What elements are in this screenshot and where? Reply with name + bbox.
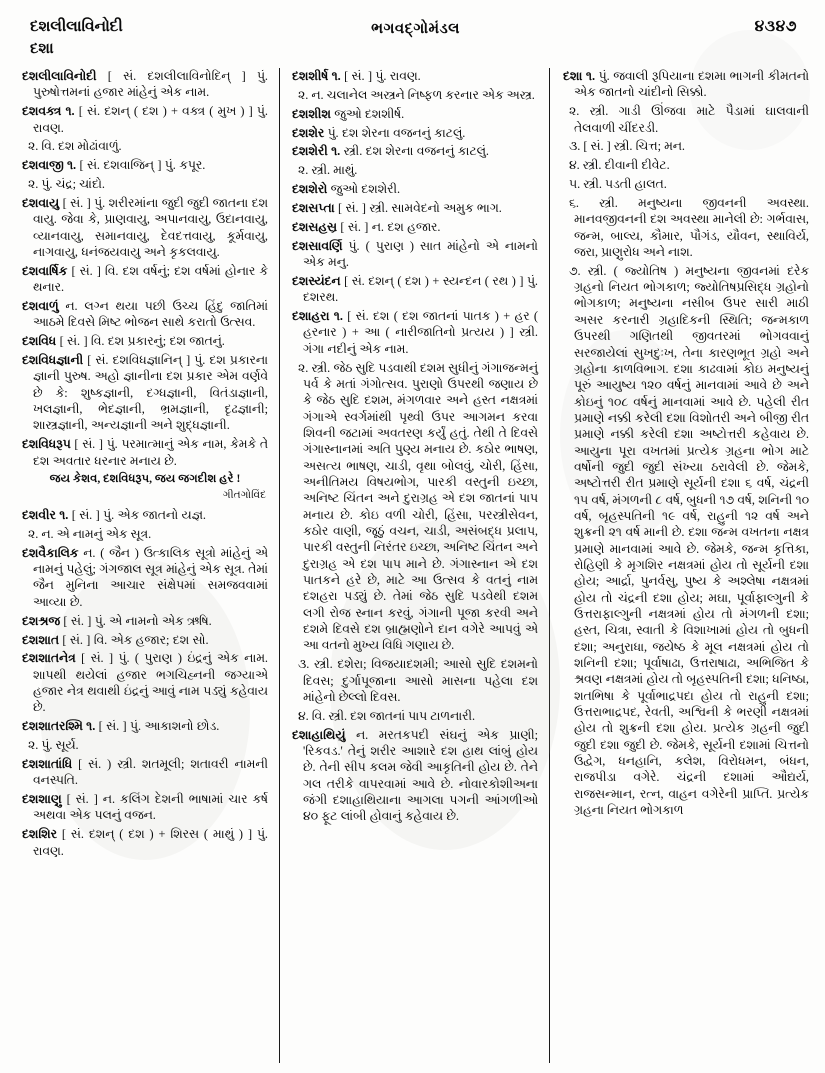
entry-definition: [ સં. ] વિ. દશ વર્ષનું; દશ વર્ષમાં હોનાર કે થનાર. bbox=[33, 263, 268, 295]
entry-headword: દશશાત bbox=[22, 632, 60, 647]
entry-headword: દશશ્રજ bbox=[22, 613, 61, 628]
entry-definition: [ સં. દશવાજિન્ ] પું. કપૂર. bbox=[79, 158, 206, 173]
entry-definition: [ સં. ] પું. આકાશનો છોડ. bbox=[98, 719, 220, 734]
entry-sense bbox=[292, 360, 538, 654]
entry-sense bbox=[22, 526, 268, 542]
entry-headword: દશશીશ bbox=[292, 106, 331, 121]
text-column-2 bbox=[283, 68, 546, 1063]
entry-headword: દશવૈકાલિક bbox=[22, 545, 79, 560]
dictionary-entry bbox=[563, 68, 809, 101]
entry-sense bbox=[292, 87, 538, 103]
entry-headword: દશવાયુ bbox=[22, 195, 60, 210]
entry-definition: ન. ( જૈન ) ઉત્કાલિક સૂત્રો માંહેનું એ નામનું પહેલું; ગંગજાલ સૂત્ર માંહેનું એક સૂત્ર. તેમાં જૈન મુનિના આચાર સંક્ષેપમાં સમજવવામાં આવ્યા છે. bbox=[33, 545, 268, 609]
entry-sense bbox=[563, 176, 809, 192]
entry-headword: દશશેરો bbox=[292, 182, 328, 197]
sense-number: ૪. bbox=[569, 158, 580, 173]
dictionary-entry bbox=[22, 263, 268, 296]
sense-number: ૨. bbox=[298, 87, 309, 102]
entry-headword: દશાહરા ૧. bbox=[292, 308, 343, 323]
entry-headword: દશાહાથિયું bbox=[292, 727, 346, 742]
entry-headword: દશસપ્તા bbox=[292, 200, 335, 215]
entry-sense bbox=[563, 195, 809, 260]
sense-definition: સ્ત્રી. માથું. bbox=[311, 163, 358, 178]
sense-definition: સ્ત્રી. દશેરા; વિજયાદશમી; આસો સુદિ દશમનો દિવસ; દુર્ગાપૂજાના આસો માસના પહેલા દશ માંહેનો છેલ્લો દિવસ. bbox=[303, 657, 538, 704]
dictionary-entry bbox=[22, 756, 268, 789]
entry-definition: [ સં. ] પું. પરમાત્માનું એક નામ, કેમકે તે દશ અવતાર ધરનાર મનાય છે. bbox=[33, 437, 269, 468]
entry-definition: [ સં. ] વિ. એક હજાર; દશ સો. bbox=[62, 632, 209, 647]
entry-headword: દશશાતરશ્મિ ૧. bbox=[22, 719, 96, 734]
entry-headword: દશશાણુ bbox=[22, 792, 62, 807]
entry-definition: [ સં. ] પું. રાવણ. bbox=[344, 69, 421, 83]
column-container bbox=[22, 68, 809, 1063]
page-header bbox=[22, 18, 809, 66]
dictionary-entry bbox=[292, 68, 538, 84]
entry-definition: [ સં. ] પું. ( પુરાણ ) ઇંદ્રનું એક નામ. શાપથી થયેલાં હજાર ભગચિહ્નની જગ્યાએ હજાર નેત્ર થવાથી ઇંદ્રનું આવું નામ પડ્યું કહેવાય છે. bbox=[33, 651, 268, 715]
entry-headword: દશવિધરૂપ bbox=[22, 437, 71, 452]
sense-definition: પું. સૂર્ય. bbox=[41, 738, 79, 753]
dictionary-entry bbox=[22, 298, 268, 331]
dictionary-entry bbox=[22, 68, 268, 101]
sense-number: ૪. bbox=[298, 708, 309, 723]
sense-number: ૨. bbox=[28, 139, 39, 154]
sense-definition: વિ. સ્ત્રી. દશ જાતનાં પાપ ટાળનારી. bbox=[311, 708, 476, 723]
entry-definition: જુઓ દશશીર્ષ. bbox=[334, 106, 405, 121]
entry-definition: પું. દશ શેરના વજનનું કાટલું. bbox=[327, 125, 466, 140]
sense-definition: સ્ત્રી. ગાડી ઊંજવા માટે પૈડામાં ઘાલવાની તેલવાળી ચીંદરડી. bbox=[574, 104, 809, 135]
dictionary-entry bbox=[22, 352, 268, 434]
entry-definition: [ સં. ] ન. દશ હજાર. bbox=[340, 219, 441, 234]
entry-definition: [ સં. દશવિધજ્ઞાનિન્ ] પું. દશ પ્રકારના જ્ઞાની પુરુષ. અહો જ્ઞાનીના દશ પ્રકાર એમ વર્ણવે છે કે: શુષ્કજ્ઞાની, દગ્ધજ્ઞાની, વિતંડાજ્ઞાની, ખલજ્ઞાની, ભેદજ્ઞાની, ભ્રમજ્ઞાની, દૃઢજ્ઞાની; શાસ્ત્રજ્ઞાની, અન્યજ્ઞાની અને શુદ્ધજ્ઞાની. bbox=[33, 353, 268, 433]
guide-word-left: દશલીલાવિનોદી bbox=[30, 18, 123, 35]
entry-definition: [ સં. દશલીલાવિનોદિન્ ] પું. પુરુષોત્તમનાં હજાર માંહેનું એક નામ. bbox=[33, 69, 269, 100]
entry-definition: સ્ત્રી. દશ શેરના વજનનું કાટલું. bbox=[343, 144, 489, 159]
sense-number: ૨. bbox=[28, 177, 39, 192]
dictionary-entry bbox=[22, 333, 268, 349]
dictionary-entry bbox=[292, 273, 538, 306]
sense-number: ૨. bbox=[28, 738, 39, 753]
entry-sense bbox=[22, 138, 268, 154]
sense-number: ૬. bbox=[569, 195, 579, 210]
entry-headword: દશવીર ૧. bbox=[22, 508, 69, 523]
entry-definition: [ સં. દશન્ ( દશ ) + સ્યન્દન ( રથ ) ] પું. દશરથ. bbox=[303, 273, 538, 305]
entry-sense bbox=[292, 162, 538, 178]
entry-headword: દશશેર bbox=[292, 125, 325, 140]
entry-definition: [ સં. ] પું. એ નામનો એક ઋષિ. bbox=[63, 613, 212, 628]
sense-definition: સ્ત્રી. દીવાની દીવેટ. bbox=[582, 158, 670, 173]
entry-headword: દશલીલાવિનોદી bbox=[22, 69, 97, 83]
sense-definition: સ્ત્રી. મનુષ્યના જીવનની અવસ્થા. માનવજીવનની દશ અવસ્થા માનેલી છે: ગર્ભવાસ, જન્મ, બાલ્ય, કૌમાર, પૌગંડ, યૌવન, સ્થાવિર્ય, જરા, પ્રાણુરોધ અને નાશ. bbox=[574, 195, 809, 259]
sense-definition: [ સં. ] સ્ત્રી. ચિત્ત; મન. bbox=[583, 139, 685, 154]
sense-number: ૩. bbox=[298, 657, 310, 672]
text-column-1 bbox=[22, 68, 276, 1063]
entry-definition: ન. લગ્ન થયા પછી ઉચ્ચ હિંદુ જાતિમાં આઠમે દિવસે મિષ્ટ ભોજન સાથે કરાતો ઉત્સવ. bbox=[33, 298, 269, 330]
column-divider bbox=[549, 68, 550, 1063]
entry-headword: દશસહસ્ર bbox=[292, 219, 338, 234]
entry-headword: દશસ્યંદન bbox=[292, 273, 341, 288]
entry-definition: [ સં. ] વિ. દશ પ્રકારનું; દશ જાતનું. bbox=[59, 334, 225, 349]
sense-number: ૩. bbox=[569, 139, 581, 154]
entry-sense bbox=[563, 103, 809, 136]
entry-headword: દશવાળું bbox=[22, 298, 59, 313]
dictionary-entry bbox=[292, 200, 538, 216]
entry-sense bbox=[563, 157, 809, 173]
dictionary-entry bbox=[292, 308, 538, 357]
entry-headword: દશશેરી ૧. bbox=[292, 144, 341, 159]
entry-headword: દશવિધજ્ઞાની bbox=[22, 353, 84, 367]
sense-definition: સ્ત્રી. ( જ્યોતિષ ) મનુષ્યના જીવનમાં દરેક ગ્રહનો નિયત ભોગકાળ; જ્યોતિષપ્રસિદ્ધ ગ્રહોનો ભોગકાળ; મનુષ્યના નસીબ ઉપર સારી માઠી અસર કરનારી ગ્રહાદિકની સ્થિતિ; જન્મકાળ ઉપરથી ગણિતથી જીવતરમાં ભોગવવાનું સરજાયેલાં સુખદુઃખ, તેના કારણભૂત ગ્રહો અને ગ્રહોના કાળવિભાગ. દશા કાઢવામાં કોઇ મનુષ્યનું પૂરું આયુષ્ય ૧૨૦ વર્ષનું માનવામાં આવે છે અને કોઇનું ૧૦૮ વર્ષનું માનવામાં આવે છે. પહેલી રીત પ્રમાણે નક્કી કરેલી દશા વિશોતરી અને બીજી રીત પ્રમાણે નક્કી કરેલી દશા અષ્ટોત્તરી કહેવાય છે. આયુના પૂરા વખતમાં પ્રત્યેક ગ્રહના ભોગ માટે વર્ષોની જુદી જુદી સંખ્યા ઠરાવેલી છે. જેમકે, અષ્ટોત્તરી રીત પ્રમાણે સૂર્યની દશા ૬ વર્ષ, ચંદ્રની ૧૫ વર્ષ, મંગળની ૮ વર્ષ, બુધની ૧૭ વર્ષ, શનિની ૧૦ વર્ષ, બૃહસ્પતિની ૧૯ વર્ષ, રાહુની ૧૨ વર્ષ અને શુક્રની ૨૧ વર્ષ માની છે. દશા જન્મ વખતના નક્ષત્ર પ્રમાણે માનવામાં આવે છે. જેમકે, જન્મ કૃત્તિકા, રોહિણી કે મૃગશિર નક્ષત્રમાં હોય તો સૂર્યની દશા હોય; આર્દ્રા, પુનર્વસુ, પુષ્ય કે અશ્લેષા નક્ષત્રમાં હોય તો ચંદ્રની દશા હોય; મઘા, પૂર્વાફાલ્ગુની કે ઉત્તરાફાલ્ગુની નક્ષત્રમાં હોય તો મંગળની દશા; હસ્ત, ચિત્રા, સ્વાતી કે વિશાખામાં હોય તો બુધની દશા; અનુરાધા, જયેષ્ઠ કે મૂલ નક્ષત્રમાં હોય તો શનિની દશા; પૂર્વાષાઢા, ઉત્તરાષાઢા, અભિજિત કે શ્રવણ નક્ષત્રમાં હોય તો બૃહસ્પતિની દશા; ધનિષ્ઠા, શતભિષા કે પૂર્વાભાદ્રપદા હોય તો રાહુની દશા; ઉત્તરાભાદ્રપદ, રેવતી, અશ્વિની કે ભરણી નક્ષત્રમાં હોય તો શુક્રની દશા હોય. પ્રત્યેક ગ્રહની જુદી જુદી દશા જુદી છે. જેમકે, સૂર્યની દશામાં ચિત્તનો ઉદ્વેગ, ધનહાનિ, કલેશ, વિરોધમન, બંધન, રાજપીડા વગેરે. ચંદ્રની દશામાં ઔદ્યર્ય, રાજસન્માન, રત્ન, વાહન વગેરેની પ્રાપ્તિ. પ્રત્યેક ગ્રહના નિયત ભોગકાળ bbox=[574, 263, 809, 818]
entry-definition: [ સં. ] પું. એક જાતનો યજ્ઞ. bbox=[71, 508, 206, 523]
quotation-source: ગીતગોવિંદ bbox=[222, 489, 266, 501]
dictionary-entry bbox=[22, 507, 268, 523]
dictionary-entry bbox=[292, 181, 538, 197]
sense-number: ૭. bbox=[569, 263, 581, 278]
dictionary-entry bbox=[292, 238, 538, 271]
entry-definition: [ સં. દશન્ ( દશ ) + શિરસ ( માથું ) ] પું. રાવણ. bbox=[33, 827, 268, 858]
sense-number: ૨. bbox=[28, 526, 39, 541]
sense-definition: વિ. દશ મોઢાંવાળું. bbox=[41, 139, 122, 154]
dictionary-entry bbox=[22, 791, 268, 824]
sense-number: ૨. bbox=[298, 163, 309, 178]
dictionary-entry bbox=[22, 436, 268, 469]
dictionary-entry bbox=[22, 545, 268, 610]
entry-definition: પું. જવાલી રૂપિયાના દશમા ભાગની કીમતનો એક જાતનો ચાંદીનો સિક્કો. bbox=[574, 69, 809, 100]
dictionary-entry bbox=[22, 157, 268, 173]
text-column-3 bbox=[553, 68, 809, 1063]
verse-quotation: જય કેશવ, દશવિધરૂપ, જય જગદીશ હરે ! bbox=[49, 472, 241, 486]
dictionary-entry bbox=[22, 650, 268, 715]
sense-definition: સ્ત્રી. પડતી હાલત. bbox=[583, 177, 667, 192]
dictionary-title: ભગવદ્ગોમંડલ bbox=[371, 21, 460, 37]
dictionary-entry bbox=[22, 718, 268, 734]
entry-sense bbox=[292, 708, 538, 724]
sense-definition: પું. ચંદ્ર; ચાંદો. bbox=[41, 177, 105, 192]
dictionary-entry bbox=[292, 106, 538, 122]
dictionary-entry bbox=[292, 125, 538, 141]
entry-headword: દશવિધ bbox=[22, 334, 57, 349]
sense-definition: સ્ત્રી. જેઠ સુદિ પડવાથી દશમ સુધીનું ગંગાજન્મનું પર્વ કે મતાં ગંગોત્સવ. પુરાણો ઉપરથી જણાય છે કે જેઠ સુદિ દશમ, મંગળવાર અને હસ્ત નક્ષત્રમાં ગંગાએ સ્વર્ગમાંથી પૃથ્વી ઉપર આગમન કરવા શિવની જટામાં અવતરણ કર્યું હતું. તેથી તે દિવસે ગંગાસ્નાનમાં અતિ પુણ્ય મનાય છે. કઠોર ભાષણ, અસત્ય ભાષણ, ચાડી, વૃથા બોલવું, ચોરી, હિંસા, અનીતિમય વિષયભોગ, પારકી વસ્તુની ઇચ્છા, અનિષ્ટ ચિંતન અને દુરાગ્રહ એ દશ જાતનાં પાપ મનાય છે. કોઇ વળી ચોરી, હિંસા, પરસ્ત્રીસેવન, કઠોર વાણી, જૂઠું વચન, ચાડી, અસંબદ્ધ પ્રલાપ, પારકી વસ્તુની નિરંતર ઇચ્છા, અનિષ્ટ ચિંતન અને દુરાગ્રહ એ દશ પાપ માને છે. ગંગાસ્નાન એ દશ પાતકને હરે છે, માટે આ ઉત્સવ કે વતનું નામ દશહરા પડ્યું છે. તેમાં જેઠ સુદિ પડવેથી દશમ લગી રોજ સ્નાન કરવું, ગંગાની પૂજા કરવી અને દશમે દિવસે દશ બ્રાહ્મણોને દાન વગેરે આપવું એ આ વતનો મુખ્ય વિધિ ગણાય છે. bbox=[303, 360, 539, 653]
entry-definition: [ સં. ] ન. કલિંગ દેશની ભાષામાં ચાર કર્ષ અથવા એક પલનું વજન. bbox=[33, 792, 268, 823]
dictionary-entry bbox=[22, 103, 268, 136]
entry-definition: [ સં. ) સ્ત્રી. શતમૂલી; શતાવરી નામની વનસ્પતિ. bbox=[33, 756, 269, 788]
entry-headword: દશવાજી ૧. bbox=[22, 158, 77, 173]
sense-definition: ન. એ નામનું એક સૂત્ર. bbox=[41, 526, 152, 541]
dictionary-entry bbox=[22, 195, 268, 260]
entry-headword: દશવક્ત્ર ૧. bbox=[22, 104, 75, 119]
entry-headword: દશસાવર્ણિ bbox=[292, 238, 343, 253]
entry-definition: જુઓ દશશેરી. bbox=[330, 182, 401, 197]
dictionary-entry bbox=[292, 727, 538, 825]
entry-sense bbox=[22, 737, 268, 753]
guide-word-left-secondary: દશા bbox=[30, 41, 54, 57]
page-number: ૪૩૪૭ bbox=[754, 18, 797, 35]
dictionary-entry bbox=[22, 632, 268, 648]
sense-number: ૨. bbox=[298, 360, 309, 375]
sense-number: ૫. bbox=[569, 177, 581, 192]
entry-definition: [ સં. ] સ્ત્રી. સામવેદનો અમુક ભાગ. bbox=[337, 200, 502, 215]
entry-definition: [ સં. ] પું. શરીરમાંના જુદી જુદી જાતના દશ વાયુ. જેવા કે, પ્રાણવાયુ, અપાનવાયુ, ઉદાનવાયુ, વ્યાનવાયુ, સમાનવાયુ, દેવદત્તવાયુ, કૂર્મવાયુ, નાગવાયુ, ધનંજયવાયુ અને કૃકલવાયુ. bbox=[33, 195, 268, 259]
entry-definition: ન. મરતકપદી સંઘનું એક પ્રાણી; 'રિકવડ.' તેનું શરીર આશારે દશ હાથ લાંબું હોય છે. તેની સીપ કલમ જેવી આકૃતિની હોય છે. તેને ગલ તરીકે વાપરવામાં આવે છે. નોવારકોશીઅના જંગી દશાહાથિયાના આગલા પગની આંગળીઓ ૪૦ ફૂટ લાંબી હોવાનું કહેવાય છે. bbox=[303, 727, 538, 824]
entry-definition: પું. ( પુરાણ ) સાત માંહેનો એ નામનો એક મનુ. bbox=[303, 238, 538, 269]
entry-sense bbox=[563, 138, 809, 154]
entry-headword: દશશીર્ષ ૧. bbox=[292, 69, 341, 83]
dictionary-entry bbox=[292, 143, 538, 159]
entry-headword: દશશાતાંધિ bbox=[22, 756, 73, 771]
entry-headword: દશશિર bbox=[22, 827, 57, 842]
entry-headword: દશવાર્ષિક bbox=[22, 263, 68, 278]
dictionary-entry bbox=[292, 219, 538, 235]
dictionary-entry bbox=[22, 613, 268, 629]
sense-number: ૨. bbox=[569, 104, 580, 119]
dictionary-entry bbox=[22, 826, 268, 859]
entry-sense bbox=[292, 656, 538, 705]
entry-headword: દશા ૧. bbox=[563, 69, 596, 83]
entry-headword: દશશાતનેત્ર bbox=[22, 651, 76, 666]
entry-definition: [ સં. દશન્ ( દશ ) + વક્ત્ર ( મુખ ) ] પું. રાવણ. bbox=[33, 104, 268, 135]
sense-definition: ન. ચલાનેલ અસ્ત્રને નિષ્ફળ કરનાર એક અસ્ત્ર. bbox=[311, 87, 535, 102]
entry-sense bbox=[22, 176, 268, 192]
entry-definition: [ સં. દશ ( દશ જાતનાં પાતક ) + હર ( હરનાર ) + આ ( નારીજાતિનો પ્રત્યય ) ] સ્ત્રી. ગંગા નદીનું એક નામ. bbox=[303, 308, 538, 356]
column-divider bbox=[279, 68, 280, 1063]
entry-sense bbox=[563, 263, 809, 819]
